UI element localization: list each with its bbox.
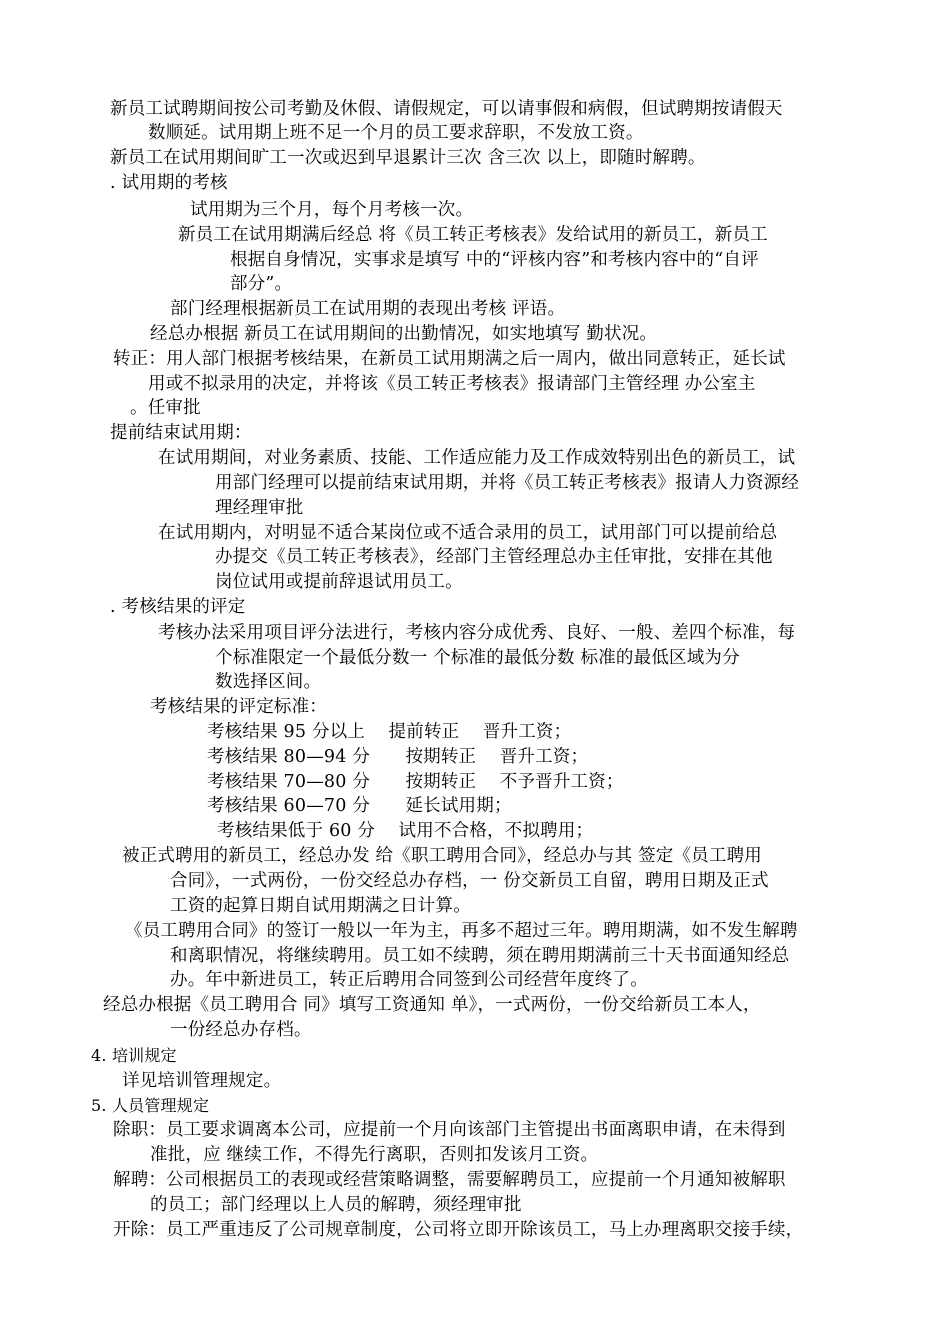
text-line: 准批，应 继续工作，不得先行离职，否则扣发该月工资。 <box>150 1145 599 1165</box>
text-line: 经总办根据《员工聘用合 同》填写工资通知 单》，一式两份，一份交给新员工本人， <box>103 995 761 1015</box>
text-line: 考核结果的评定标准： <box>150 697 327 717</box>
text-line: 考核结果 95 分以上 提前转正 晋升工资； <box>207 722 572 742</box>
text-line: 理经理审批 <box>215 498 304 518</box>
text-line: 工资的起算日期自试用期满之日计算。 <box>170 896 471 916</box>
text-line: 个标准限定一个最低分数一 个标准的最低分数 标准的最低区域为分 <box>215 648 740 668</box>
text-line: 新员工在试用期间旷工一次或迟到早退累计三次 含三次 以上，即随时解聘。 <box>110 148 706 168</box>
text-line: 除职：员工要求调离本公司，应提前一个月向该部门主管提出书面离职申请，在未得到 <box>113 1120 786 1140</box>
text-line: 根据自身情况，实事求是填写 中的“评核内容”和考核内容中的“自评 <box>230 250 759 270</box>
text-line: 转正：用人部门根据考核结果，在新员工试用期满之后一周内，做出同意转正，延长试 <box>113 349 786 369</box>
text-line: 用或不拟录用的决定，并将该《员工转正考核表》报请部门主管经理 办公室主 <box>148 374 756 394</box>
text-line: 部门经理根据新员工在试用期的表现出考核 评语。 <box>170 299 566 319</box>
text-line: 用部门经理可以提前结束试用期，并将《员工转正考核表》报请人力资源经 <box>215 473 800 493</box>
text-line: 和离职情况，将继续聘用。员工如不续聘，须在聘用期满前三十天书面通知经总 <box>170 946 790 966</box>
text-line: 部分”。 <box>230 274 293 294</box>
text-line: 合同》，一式两份，一份交经总办存档，一 份交新员工自留，聘用日期及正式 <box>170 871 769 891</box>
text-line: 办提交《员工转正考核表》，经部门主管经理总办主任审批，安排在其他 <box>215 547 773 567</box>
text-line: 。任审批 <box>130 398 201 418</box>
text-line: 考核结果 60—70 分 延长试用期； <box>207 796 512 816</box>
text-line: 一份经总办存档。 <box>170 1020 312 1040</box>
text-line: 在试用期间，对业务素质、技能、工作适应能力及工作成效特别出色的新员工，试 <box>158 448 796 468</box>
text-line: 开除：员工严重违反了公司规章制度，公司将立即开除该员工，马上办理离职交接手续， <box>113 1220 804 1240</box>
text-line: 被正式聘用的新员工，经总办发 给《职工聘用合同》，经总办与其 签定《员工聘用 <box>122 846 762 866</box>
text-line: 考核结果 70—80 分 按期转正 不予晋升工资； <box>207 772 624 792</box>
section-heading: . 试用期的考核 <box>110 173 228 193</box>
text-line: 经总办根据 新员工在试用期间的出勤情况，如实地填写 勤状况。 <box>150 324 658 344</box>
text-line: 岗位试用或提前辞退试用员工。 <box>215 572 463 592</box>
section-heading: . 考核结果的评定 <box>110 597 246 617</box>
section-heading: 4. 培训规定 <box>91 1046 177 1065</box>
text-line: 数选择区间。 <box>215 672 322 692</box>
text-line: 考核办法采用项目评分法进行，考核内容分成优秀、良好、一般、差四个标准，每 <box>158 623 796 643</box>
text-line: 《员工聘用合同》的签订一般以一年为主，再多不超过三年。聘用期满，如不发生解聘 <box>125 921 798 941</box>
text-line: 新员工试聘期间按公司考勤及休假、请假规定，可以请事假和病假，但试聘期按请假天 <box>110 99 783 119</box>
section-heading: 5. 人员管理规定 <box>91 1096 210 1115</box>
text-line: 提前结束试用期： <box>110 423 252 443</box>
text-line: 数顺延。试用期上班不足一个月的员工要求辞职，不发放工资。 <box>148 123 644 143</box>
text-line: 办。年中新进员工，转正后聘用合同签到公司经营年度终了。 <box>170 970 648 990</box>
text-line: 考核结果低于 60 分 试用不合格，不拟聘用； <box>217 821 594 841</box>
text-line: 详见培训管理规定。 <box>122 1071 282 1091</box>
text-line: 在试用期内，对明显不适合某岗位或不适合录用的员工，试用部门可以提前给总 <box>158 523 778 543</box>
text-line: 新员工在试用期满后经总 将《员工转正考核表》发给试用的新员工，新员工 <box>178 225 768 245</box>
text-line: 的员工；部门经理以上人员的解聘，须经理审批 <box>150 1195 522 1215</box>
text-line: 考核结果 80—94 分 按期转正 晋升工资； <box>207 747 589 767</box>
text-line: 试用期为三个月，每个月考核一次。 <box>190 200 474 220</box>
text-line: 解聘：公司根据员工的表现或经营策略调整，需要解聘员工，应提前一个月通知被解职 <box>113 1170 786 1190</box>
